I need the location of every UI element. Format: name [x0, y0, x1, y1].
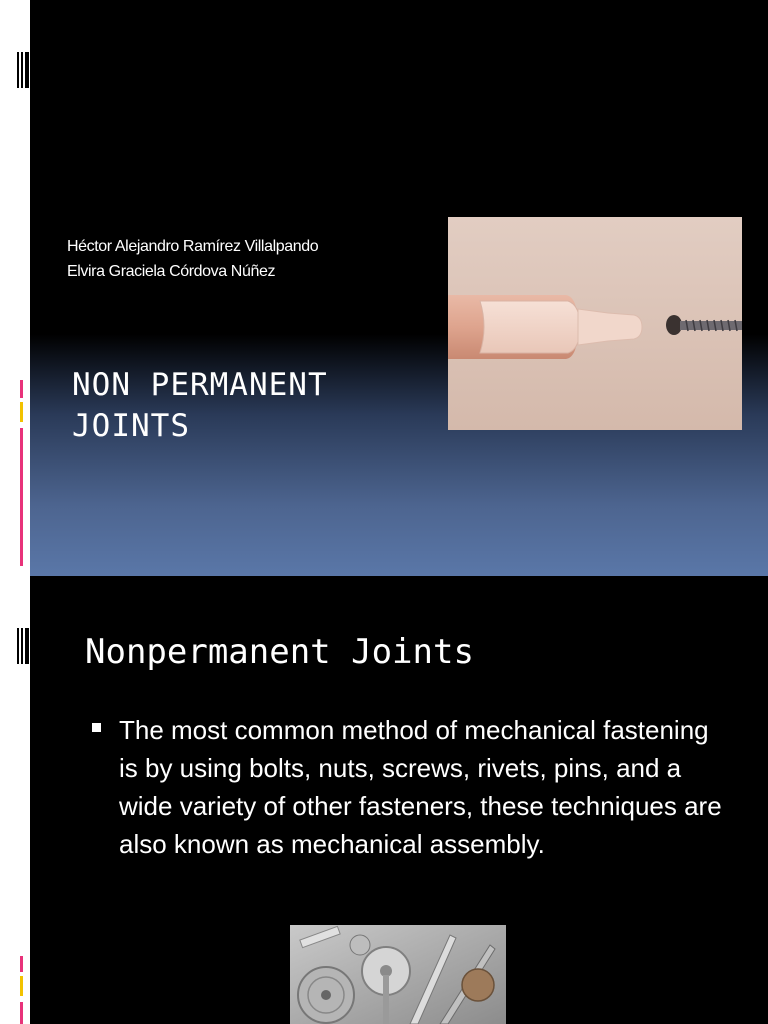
author-2: Elvira Graciela Córdova Núñez	[67, 263, 276, 280]
fasteners-image	[290, 925, 506, 1024]
bullet-list	[92, 711, 732, 863]
authors	[67, 234, 318, 284]
title-line-1: NON PERMANENT	[72, 367, 328, 403]
bullet-text: The most common method of mechanical fastening is by using bolts, nuts, screws, rivets, pins, and a wide variety of other fasteners, these techniques are also known as mechanical assembly.	[119, 715, 722, 859]
edge-mark	[17, 628, 29, 664]
bullet-square-icon	[92, 723, 101, 732]
title-line-2: JOINTS	[72, 408, 190, 444]
fingernail-screw-image	[448, 217, 742, 430]
edge-mark	[17, 52, 29, 88]
slide-1-title	[72, 365, 328, 447]
slide-edge-strip	[0, 576, 30, 1024]
author-1: Héctor Alejandro Ramírez Villalpando	[67, 238, 319, 255]
slide-edge-strip	[0, 0, 30, 576]
slide-2-title: Nonpermanent Joints	[85, 632, 474, 672]
